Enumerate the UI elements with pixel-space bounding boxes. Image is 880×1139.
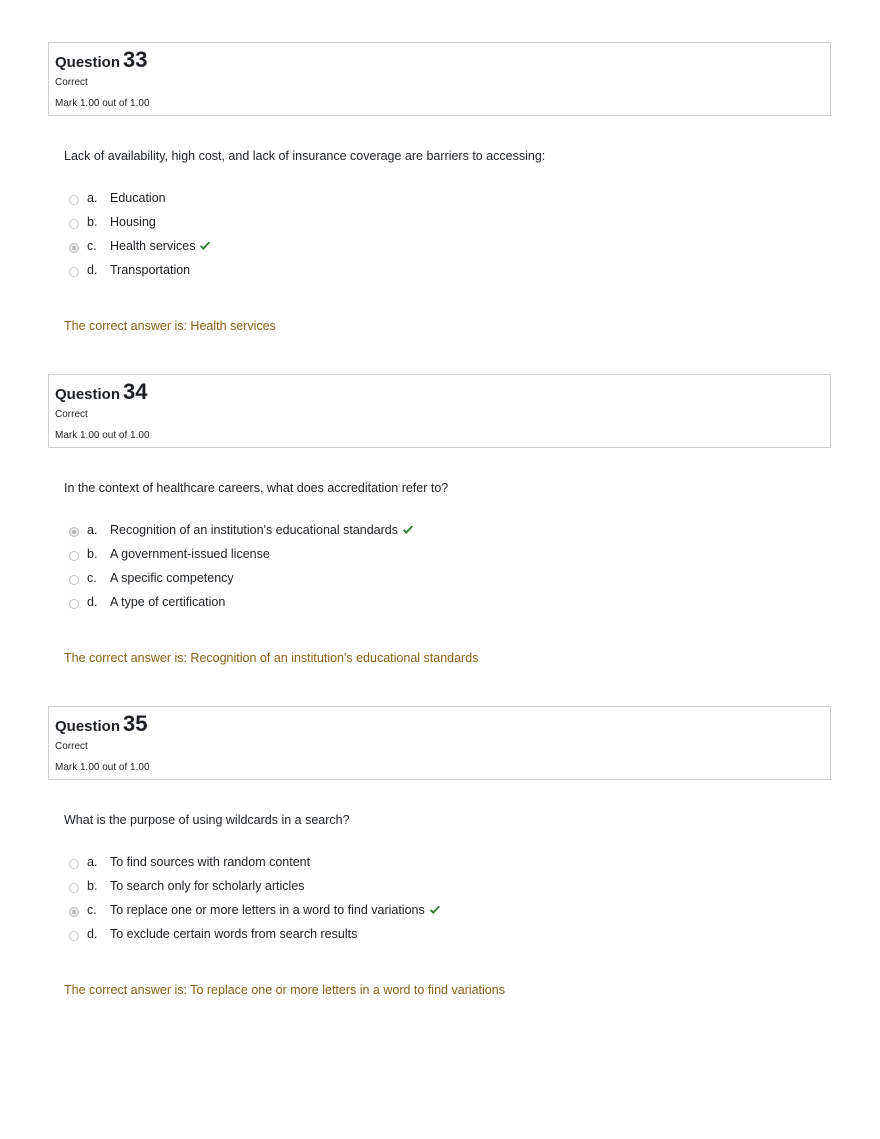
answer-text: A government-issued license xyxy=(110,547,270,561)
answer-option-c[interactable] xyxy=(69,898,441,922)
answer-list xyxy=(69,518,414,614)
answer-option-c[interactable] xyxy=(69,234,211,258)
radio-button[interactable] xyxy=(69,551,79,561)
answer-option-d[interactable] xyxy=(69,590,414,614)
answer-letter: a. xyxy=(87,523,98,537)
answer-text: To find sources with random content xyxy=(110,855,311,869)
answer-option-c[interactable] xyxy=(69,566,414,590)
answer-option-a[interactable] xyxy=(69,186,211,210)
question-label: Question xyxy=(55,718,121,735)
question-info-box xyxy=(48,42,831,116)
answer-text: To exclude certain words from search results xyxy=(110,927,358,941)
answer-text: Housing xyxy=(110,215,156,229)
answer-text: Transportation xyxy=(110,263,191,277)
answer-letter: a. xyxy=(87,855,98,869)
question-state: Correct xyxy=(55,77,88,88)
answer-letter: d. xyxy=(87,263,98,277)
answer-option-b[interactable] xyxy=(69,874,441,898)
answer-letter: b. xyxy=(87,879,98,893)
correct-answer-feedback: The correct answer is: Recognition of an institution's educational standards xyxy=(64,651,479,665)
check-icon xyxy=(199,241,211,252)
radio-button-selected[interactable] xyxy=(69,907,79,917)
question-info-box xyxy=(48,374,831,448)
question-info-box xyxy=(48,706,831,780)
question-state: Correct xyxy=(55,741,88,752)
answer-list xyxy=(69,850,441,946)
answer-option-a[interactable] xyxy=(69,850,441,874)
radio-button[interactable] xyxy=(69,931,79,941)
question-state: Correct xyxy=(55,409,88,420)
answer-letter: c. xyxy=(87,903,97,917)
question-mark: Mark 1.00 out of 1.00 xyxy=(55,430,150,441)
answer-option-b[interactable] xyxy=(69,542,414,566)
radio-button[interactable] xyxy=(69,219,79,229)
correct-answer-feedback: The correct answer is: Health services xyxy=(64,319,276,333)
answer-list xyxy=(69,186,211,282)
question-number: 34 xyxy=(123,379,148,404)
answer-text: To search only for scholarly articles xyxy=(110,879,305,893)
answer-option-b[interactable] xyxy=(69,210,211,234)
radio-button[interactable] xyxy=(69,575,79,585)
radio-button[interactable] xyxy=(69,267,79,277)
question-mark: Mark 1.00 out of 1.00 xyxy=(55,98,150,109)
question-text: In the context of healthcare careers, what does accreditation refer to? xyxy=(64,481,449,495)
radio-button[interactable] xyxy=(69,195,79,205)
question-title xyxy=(55,711,148,737)
check-icon xyxy=(402,525,414,536)
answer-letter: d. xyxy=(87,927,98,941)
question-number: 35 xyxy=(123,711,148,736)
answer-text: A specific competency xyxy=(110,571,234,585)
radio-button-selected[interactable] xyxy=(69,243,79,253)
question-label: Question xyxy=(55,54,121,71)
question-title xyxy=(55,379,148,405)
answer-option-d[interactable] xyxy=(69,258,211,282)
correct-answer-feedback: The correct answer is: To replace one or more letters in a word to find variations xyxy=(64,983,505,997)
answer-letter: b. xyxy=(87,547,98,561)
radio-button-selected[interactable] xyxy=(69,527,79,537)
answer-text: Recognition of an institution's educational standards xyxy=(110,523,398,537)
answer-text: Education xyxy=(110,191,166,205)
answer-letter: b. xyxy=(87,215,98,229)
answer-letter: a. xyxy=(87,191,98,205)
radio-button[interactable] xyxy=(69,883,79,893)
answer-letter: c. xyxy=(87,571,97,585)
radio-button[interactable] xyxy=(69,599,79,609)
question-text: What is the purpose of using wildcards in a search? xyxy=(64,813,350,827)
question-number: 33 xyxy=(123,47,148,72)
answer-text: A type of certification xyxy=(110,595,226,609)
question-label: Question xyxy=(55,386,121,403)
answer-text: Health services xyxy=(110,239,196,253)
answer-option-d[interactable] xyxy=(69,922,441,946)
question-title xyxy=(55,47,148,73)
answer-option-a[interactable] xyxy=(69,518,414,542)
answer-text: To replace one or more letters in a word to find variations xyxy=(110,903,425,917)
radio-button[interactable] xyxy=(69,859,79,869)
check-icon xyxy=(429,905,441,916)
answer-letter: c. xyxy=(87,239,97,253)
question-mark: Mark 1.00 out of 1.00 xyxy=(55,762,150,773)
answer-letter: d. xyxy=(87,595,98,609)
question-text: Lack of availability, high cost, and lack of insurance coverage are barriers to accessing: xyxy=(64,149,546,163)
